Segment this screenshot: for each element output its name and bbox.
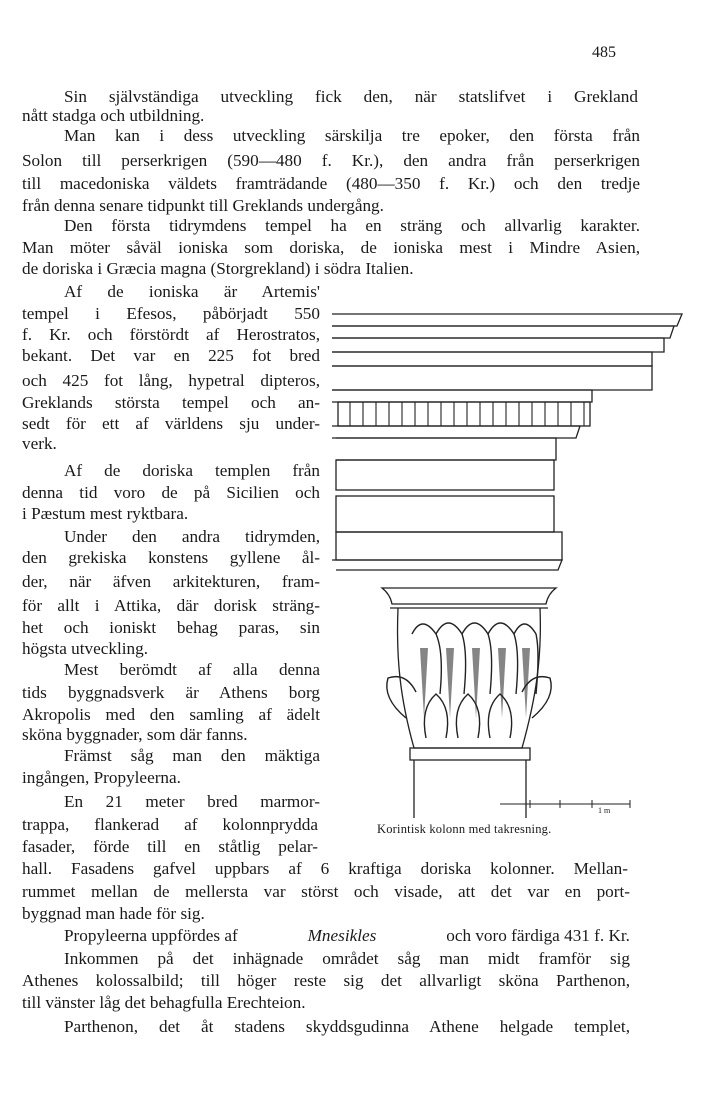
text-line-40: Inkommen på det inhägnade området såg man midt framför sig [64,949,630,968]
text-line-3: Man kan i dess utveckling särskilja tre epoker, den första från [64,126,640,145]
text-line-1: Sin självständiga utveckling fick den, när statslifvet i Grekland [64,87,638,106]
text-line-13: bekant. Det var en 225 fot bred [22,346,320,365]
text-line-18: Af de doriska templen från [64,461,320,480]
text-line-29: Akropolis med den samling af ädelt [22,705,320,724]
text-line-9: de doriska i Græcia magna (Storgrekland) i södra Italien. [22,259,414,278]
text-line-5: till macedoniska väldets framträdande (480—350 f. Kr.) och den tredje [22,174,640,193]
text-line-31: Främst såg man den mäktiga [64,746,320,765]
text-line-21: Under den andra tidrymden, [64,527,320,546]
text-line-26: högsta utveckling. [22,639,149,658]
text-line-42: till vänster låg det behagfulla Erechteion. [22,993,306,1012]
text-line-39 [64,926,630,946]
text-line-39-a: Propyleerna uppfördes af [64,926,238,945]
text-line-12: f. Kr. och förstördt af Herostratos, [22,325,320,344]
text-line-34: trappa, flankerad af kolonnprydda [22,815,318,834]
text-line-19: denna tid voro de på Sicilien och [22,483,320,502]
scale-label: 1 m [598,806,611,815]
text-line-30: sköna byggnader, som där fanns. [22,725,248,744]
text-line-36: hall. Fasadens gafvel uppbars af 6 kraftiga doriska kolonner. Mellan- [22,859,628,878]
text-line-16: sedt för ett af världens sju under- [22,414,320,433]
text-line-41: Athenes kolossalbild; till höger reste sig det allvarligt sköna Parthenon, [22,971,630,990]
text-line-11: tempel i Efesos, påbörjadt 550 [22,304,320,323]
text-line-23: der, när äfven arkitekturen, fram- [22,572,320,591]
text-line-7: Den första tidrymdens tempel ha en sträng och allvarlig karakter. [64,216,640,235]
text-line-25: het och ioniskt behag paras, sin [22,618,320,637]
text-line-24: för allt i Attika, där dorisk sträng- [22,596,320,615]
text-line-17: verk. [22,434,57,453]
text-line-39-b: och voro färdiga 431 f. Kr. [446,926,630,945]
text-line-20: i Pæstum mest ryktbara. [22,504,189,523]
text-line-37: rummet mellan de mellersta var störst och visade, att det var en port- [22,882,630,901]
architect-name: Mnesikles [307,926,377,945]
text-line-43: Parthenon, det åt stadens skyddsgudinna Athene helgade templet, [64,1017,630,1036]
text-line-6: från denna senare tidpunkt till Greklands undergång. [22,196,384,215]
text-line-8: Man möter såväl ioniska som doriska, de ioniska mest i Mindre Asien, [22,238,640,257]
text-line-27: Mest berömdt af alla denna [64,660,320,679]
figure-caption: Korintisk kolonn med takresning. [377,822,552,836]
text-line-35: fasader, förde till en ståtlig pelar- [22,837,318,856]
text-line-4: Solon till perserkrigen (590—480 f. Kr.), den andra från perserkrigen [22,151,640,170]
text-line-32: ingången, Propyleerna. [22,768,181,787]
text-line-14: och 425 fot lång, hypetral dipteros, [22,371,320,390]
text-line-15: Greklands största tempel och an- [22,393,320,412]
text-line-33: En 21 meter bred marmor- [64,792,320,811]
page-number: 485 [592,44,616,61]
text-line-10: Af de ioniska är Artemis' [64,282,320,301]
corinthian-column-illustration [330,298,686,818]
text-line-2: nått stadga och utbildning. [22,106,205,125]
text-line-28: tids byggnadsverk är Athens borg [22,683,320,702]
text-line-22: den grekiska konstens gyllene ål- [22,548,320,567]
text-line-38: byggnad man hade för sig. [22,904,205,923]
